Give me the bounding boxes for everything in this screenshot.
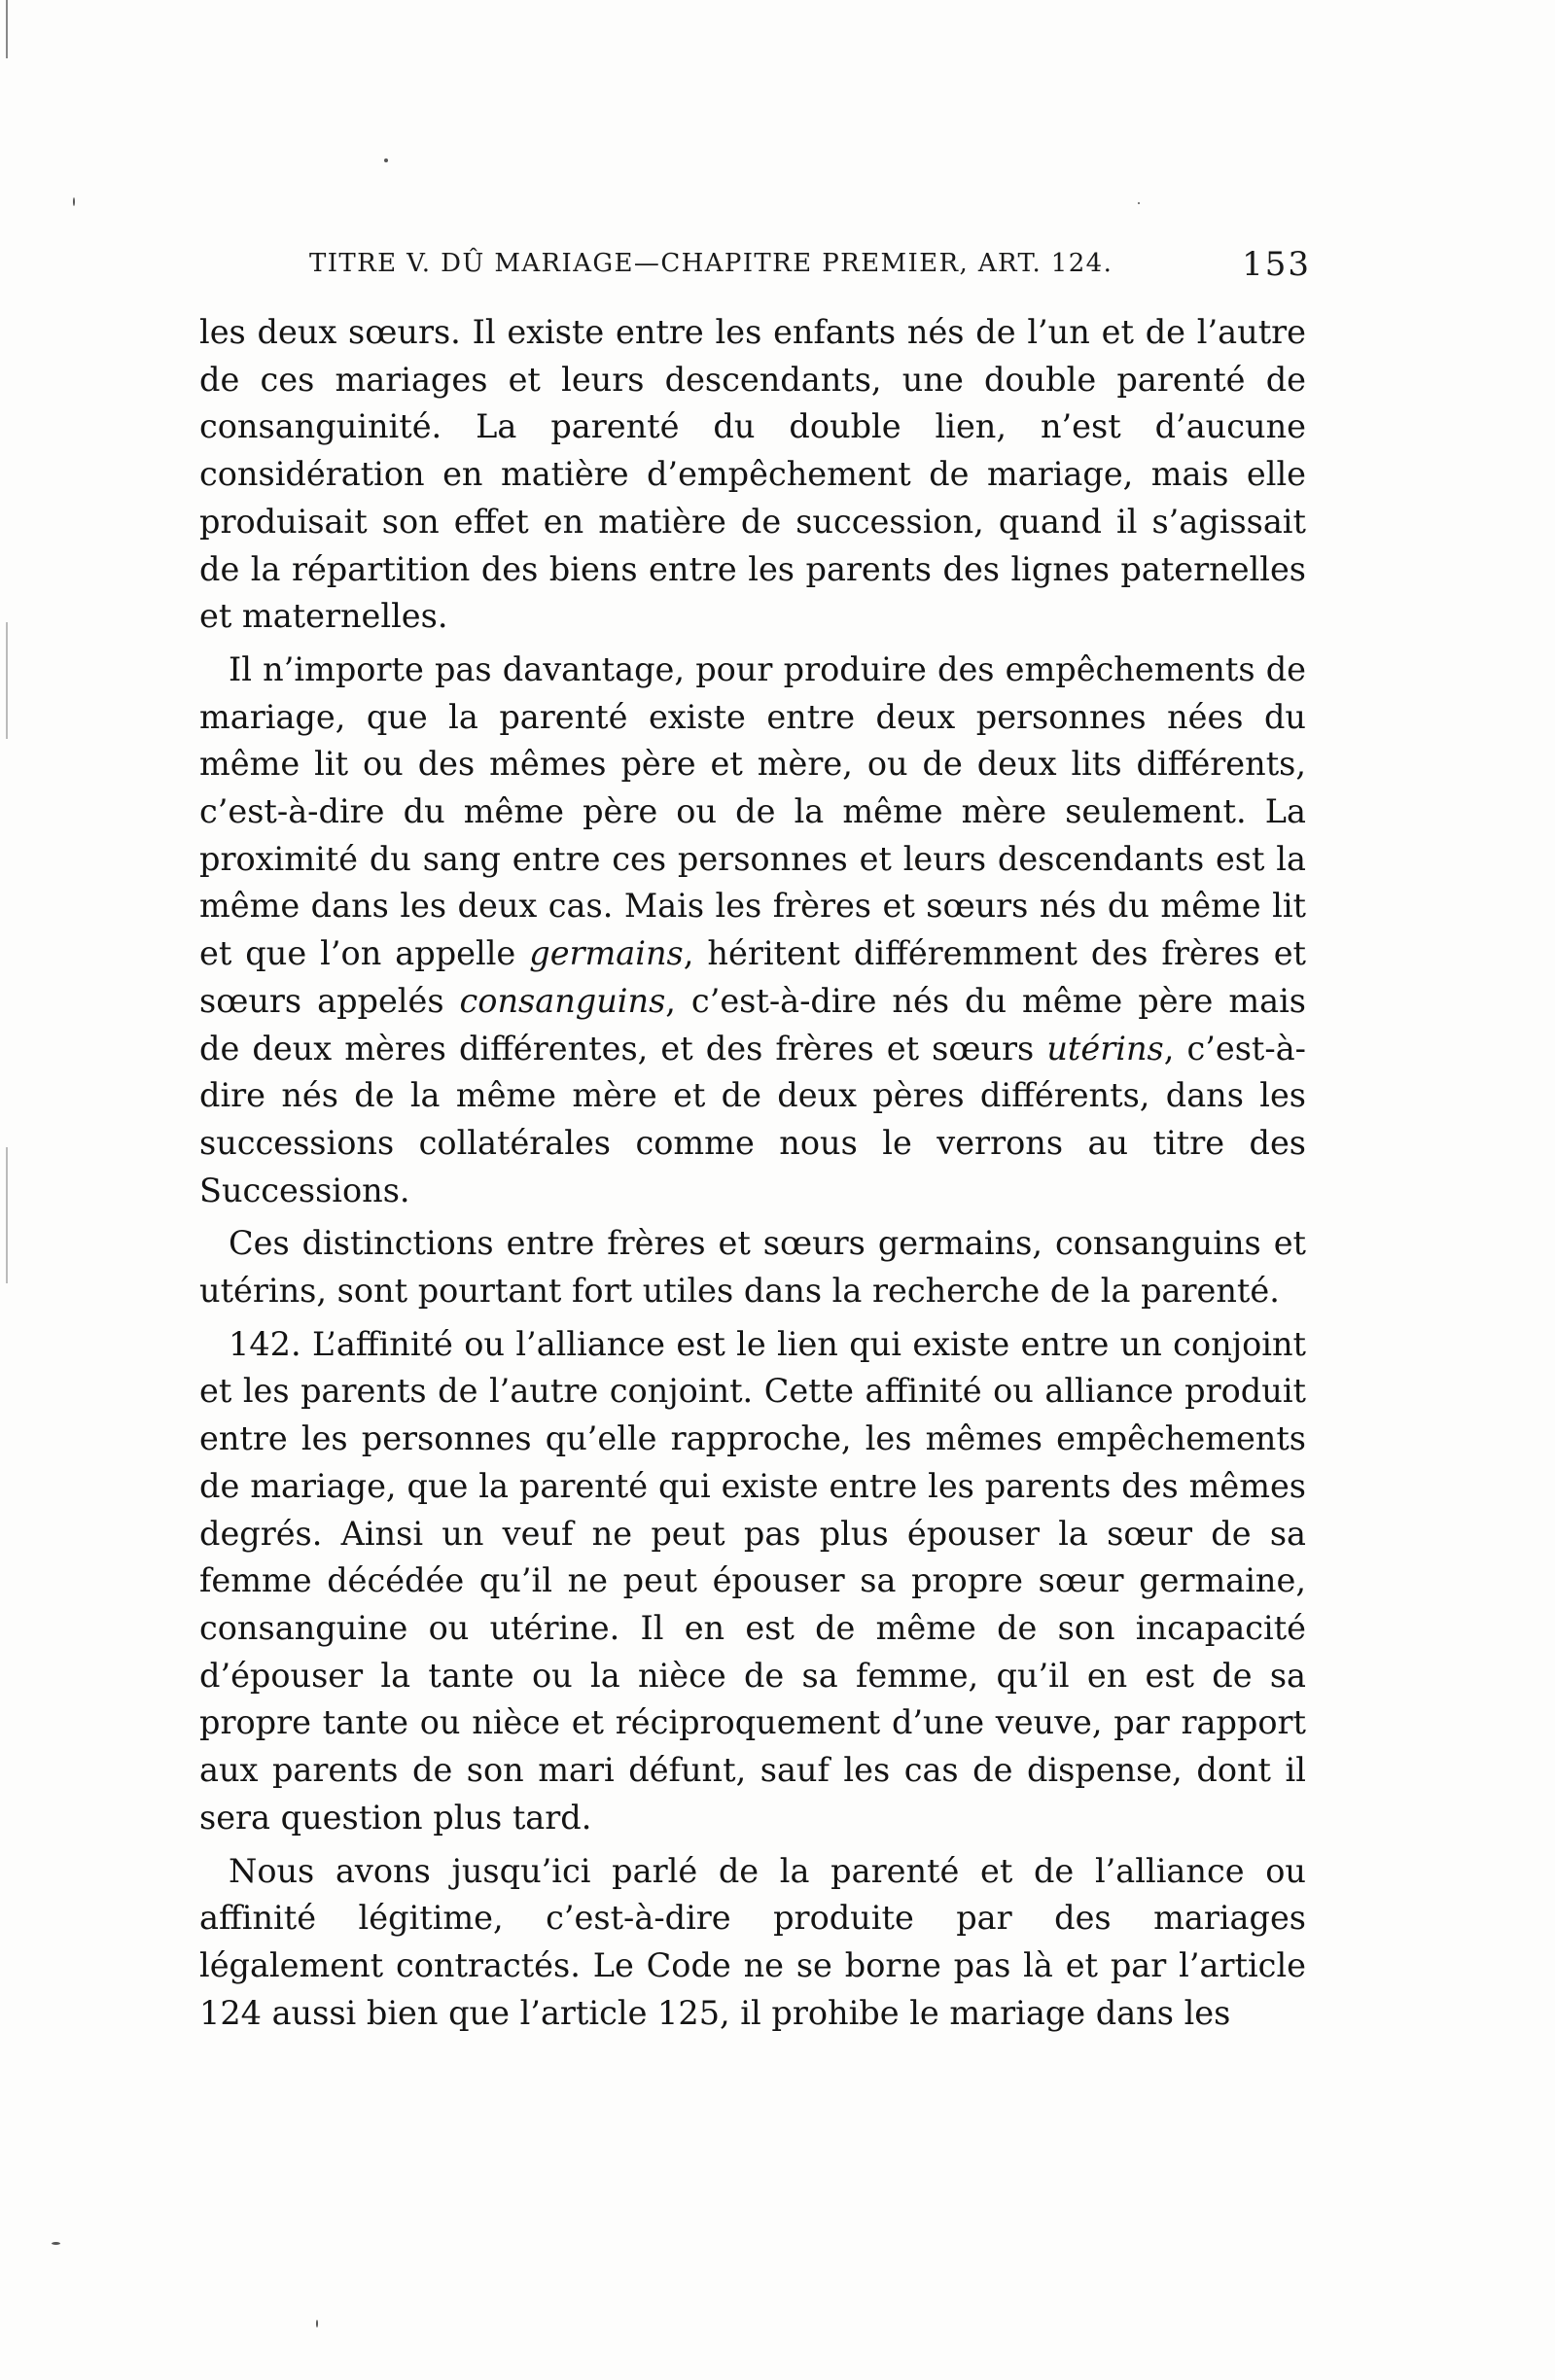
- italic-term: germains: [529, 934, 684, 973]
- text-run: Il n’importe pas davantage, pour produire des empêchements de mariage, que la parenté existe entre deux personnes nées du même lit ou des mêmes père et mère, ou de deux lits différents, c’est-à-dire du même père ou de la même mère seulement. La proximité du sang entre ces personnes et leurs descendants est la même dans les deux cas. Mais les frères et sœurs nés du même lit et que l’on appelle: [199, 649, 1306, 973]
- paragraph: [199, 647, 1306, 1214]
- text-run: Nous avons jusqu’ici parlé de la parenté et de l’alliance ou affinité légitime, c’est-à-dire produite par des mariages légalement contractés. Le Code ne se borne pas là et par l’article 124 aussi bien que l’article 125, il prohibe le mariage dans les: [199, 1851, 1306, 2032]
- text-run: 142. L’affinité ou l’alliance est le lien qui existe entre un conjoint et les parents de l’autre conjoint. Cette affinité ou alliance produit entre les personnes qu’elle rapproche, les mêmes empêchements de mariage, que la parenté qui existe entre les parents des mêmes degrés. Ainsi un veuf ne peut pas plus épouser la sœur de sa femme décédée qu’il ne peut épouser sa propre sœur germaine, consanguine ou utérine. Il en est de même de son incapacité d’épouser la tante ou la nièce de sa femme, qu’il en est de sa propre tante ou nièce et réciproquement d’une veuve, par rapport aux parents de son mari défunt, sauf les cas de dispense, dont il sera question plus tard.: [199, 1324, 1306, 1837]
- binding-edge-mark: [6, 0, 8, 58]
- text-run: Ces distinctions entre frères et sœurs germains, consanguins et utérins, sont pourtant fort utiles dans la recherche de la parenté.: [199, 1224, 1306, 1311]
- text-run: les deux sœurs. Il existe entre les enfants nés de l’un et de l’autre de ces mariages et leurs descendants, une double parenté de consanguinité. La parenté du double lien, n’est d’aucune considération en matière d’empêchement de mariage, mais elle produisait son effet en matière de succession, quand il s’agissait de la répartition des biens entre les parents des lignes paternelles et maternelles.: [199, 313, 1306, 636]
- body-text: [199, 309, 1306, 2037]
- paper-speck: [384, 158, 388, 162]
- binding-edge-mark: [6, 622, 8, 739]
- paper-speck: [73, 197, 75, 206]
- text-run: , héritent différemment des frères et sœurs appelés: [199, 934, 1306, 1020]
- paragraph: [199, 1848, 1306, 2038]
- text-run: , c’est-à-dire nés du même père mais de deux mères différentes, et des frères et sœurs: [199, 981, 1307, 1068]
- paper-speck: [316, 2320, 318, 2328]
- page-number: 153: [1242, 245, 1311, 284]
- text-run: , c’est-à-dire nés de la même mère et de deux pères différents, dans les successions collatérales comme nous le verrons au titre des Successions.: [199, 1029, 1306, 1209]
- italic-term: utérins: [1046, 1029, 1164, 1068]
- paper-speck: [1138, 202, 1140, 204]
- paper-speck: [52, 2242, 60, 2245]
- running-title: TITRE V. DÛ MARIAGE—CHAPITRE PREMIER, ART. 124.: [309, 249, 1113, 278]
- running-header: [309, 245, 1311, 294]
- paragraph: [199, 1321, 1306, 1842]
- paragraph: [199, 309, 1306, 641]
- italic-term: consanguins: [459, 981, 666, 1020]
- binding-edge-mark: [6, 1147, 8, 1283]
- paragraph: [199, 1220, 1306, 1314]
